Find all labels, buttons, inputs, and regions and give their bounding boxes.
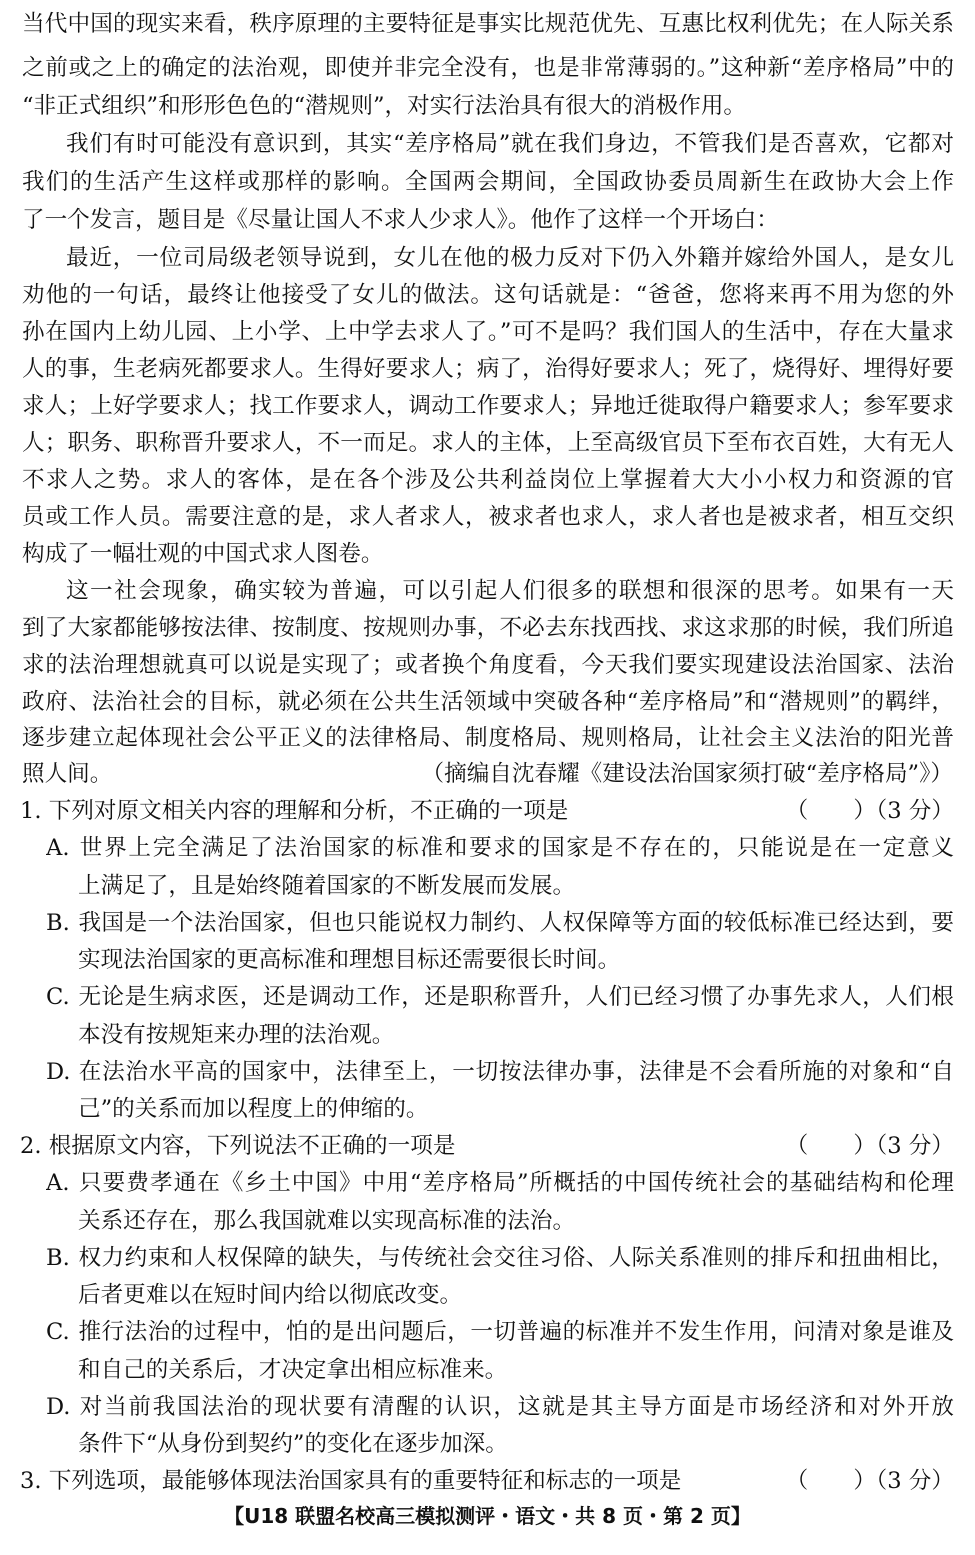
passage-line: 劝他的一句话，最终让他接受了女儿的做法。这句话就是：“爸爸，您将来再不用为您的外 [22, 282, 954, 308]
option-text: 无论是生病求医，还是调动工作，还是职称晋升，人们已经习惯了办事先求人，人们根 [78, 984, 954, 1010]
passage-line: 逐步建立起体现社会公平正义的法律格局、制度格局、规则格局，让社会主义法治的阳光普 [22, 725, 954, 751]
option-continuation: 后者更难以在短时间内给以彻底改变。 [78, 1282, 463, 1308]
option-continuation: 条件下“从身份到契约”的变化在逐步加深。 [78, 1431, 508, 1457]
option-line [46, 1314, 954, 1350]
passage-line: 之前或之上的确定的法治观，即使并非完全没有，也是非常薄弱的。”这种新“差序格局”中的 [22, 55, 954, 81]
passage-line: 求的法治理想就真可以说是实现了；或者换个角度看，今天我们要实现建设法治国家、法治 [22, 652, 954, 678]
option-continuation: 和自己的关系后，才决定拿出相应标准来。 [78, 1357, 508, 1383]
page-footer: 【U18 联盟名校高三模拟测评・语文・共 8 页・第 2 页】 [224, 1504, 751, 1528]
question-text: 2. 根据原文内容，下列说法不正确的一项是 [20, 1133, 456, 1159]
question-text: 1. 下列对原文相关内容的理解和分析，不正确的一项是 [20, 798, 569, 824]
option-text: 对当前我国法治的现状要有清醒的认识，这就是其主导方面是市场经济和对外开放 [78, 1394, 954, 1420]
passage-line: 当代中国的现实来看，秩序原理的主要特征是事实比规范优先、互惠比权利优先；在人际关系 [22, 11, 954, 37]
option-line [46, 1240, 954, 1276]
option-line [46, 905, 954, 941]
answer-blank-points: （ ）（3 分） [785, 1468, 954, 1494]
option-text: 权力约束和人权保障的缺失，与传统社会交往习俗、人际关系准则的排斥和扭曲相比， [78, 1245, 954, 1271]
option-text: 我国是一个法治国家，但也只能说权力制约、人权保障等方面的较低标准已经达到，要 [78, 910, 954, 936]
passage-line: 这一社会现象，确实较为普遍，可以引起人们很多的联想和很深的思考。如果有一天 [66, 578, 954, 604]
answer-blank-points: （ ）（3 分） [785, 1133, 954, 1159]
option-line [46, 979, 954, 1015]
passage-line: “非正式组织”和形形色色的“潜规则”，对实行法治具有很大的消极作用。 [22, 93, 747, 119]
passage-line: 人；职务、职称晋升要求人，不一而足。求人的主体，上至高级官员下至布衣百姓，大有无人 [22, 430, 954, 456]
passage-line: 照人间。 [22, 761, 113, 787]
option-text: 推行法治的过程中，怕的是出问题后，一切普遍的标准并不发生作用，问清对象是谁及 [78, 1319, 954, 1345]
passage-line: 最近，一位司局级老领导说到，女儿在他的极力反对下仍入外籍并嫁给外国人，是女儿 [66, 245, 954, 271]
passage-line: 不求人之势。求人的客体，是在各个涉及公共利益岗位上掌握着大大小小权力和资源的官 [22, 467, 954, 493]
option-continuation: 上满足了，且是始终随着国家的不断发展而发展。 [78, 873, 576, 899]
option-line [46, 1054, 954, 1090]
passage-source: （摘编自沈春耀《建设法治国家须打破“差序格局”》） [421, 761, 953, 787]
option-text: 世界上完全满足了法治国家的标准和要求的国家是不存在的，只能说是在一定意义 [78, 835, 954, 861]
passage-line: 员或工作人员。需要注意的是，求人者求人，被求者也求人，求人者也是被求者，相互交织 [22, 504, 954, 530]
option-label: B. [46, 1245, 70, 1271]
option-label: B. [46, 910, 70, 936]
option-line [46, 1165, 954, 1201]
passage-line: 孙在国内上幼儿园、上小学、上中学去求人了。”可不是吗？我们国人的生活中，存在大量求 [22, 319, 954, 345]
option-continuation: 己”的关系而加以程度上的伸缩的。 [78, 1096, 429, 1122]
question-stem [20, 1128, 954, 1164]
option-label: C. [46, 1319, 70, 1345]
option-label: A. [46, 835, 70, 861]
option-label: D. [46, 1059, 71, 1085]
question-text: 3. 下列选项，最能够体现法治国家具有的重要特征和标志的一项是 [20, 1468, 682, 1494]
passage-line: 我们的生活产生这样或那样的影响。全国两会期间，全国政协委员周新生在政协大会上作 [22, 169, 954, 195]
question-stem [20, 1463, 954, 1499]
option-line [46, 1389, 954, 1425]
passage-line: 政府、法治社会的目标，就必须在公共生活领域中突破各种“差序格局”和“潜规则”的羁绊， [22, 689, 954, 715]
passage-line: 构成了一幅壮观的中国式求人图卷。 [22, 541, 384, 567]
option-line [46, 830, 954, 866]
answer-blank-points: （ ）（3 分） [785, 798, 954, 824]
option-continuation: 实现法治国家的更高标准和理想目标还需要很长时间。 [78, 947, 621, 973]
option-text: 只要费孝通在《乡土中国》中用“差序格局”所概括的中国传统社会的基础结构和伦理 [78, 1170, 954, 1196]
option-label: D. [46, 1394, 71, 1420]
question-stem [20, 793, 954, 829]
option-continuation: 本没有按规矩来办理的法治观。 [78, 1022, 395, 1048]
option-text: 在法治水平高的国家中，法律至上，一切按法律办事，法律是不会看所施的对象和“自 [78, 1059, 954, 1085]
passage-line: 了一个发言，题目是《尽量让国人不求人少求人》。他作了这样一个开场白： [22, 207, 779, 233]
option-label: A. [46, 1170, 70, 1196]
passage-line: 我们有时可能没有意识到，其实“差序格局”就在我们身边，不管我们是否喜欢，它都对 [66, 131, 954, 157]
option-continuation: 关系还存在，那么我国就难以实现高标准的法治。 [78, 1208, 576, 1234]
passage-line: 到了大家都能够按法律、按制度、按规则办事，不必去东找西找、求这求那的时候，我们所追 [22, 615, 954, 641]
passage-line: 求人；上好学要求人；找工作要求人，调动工作要求人；异地迁徙取得户籍要求人；参军要求 [22, 393, 954, 419]
passage-line: 人的事，生老病死都要求人。生得好要求人；病了，治得好要求人；死了，烧得好、埋得好要 [22, 356, 954, 382]
option-label: C. [46, 984, 70, 1010]
